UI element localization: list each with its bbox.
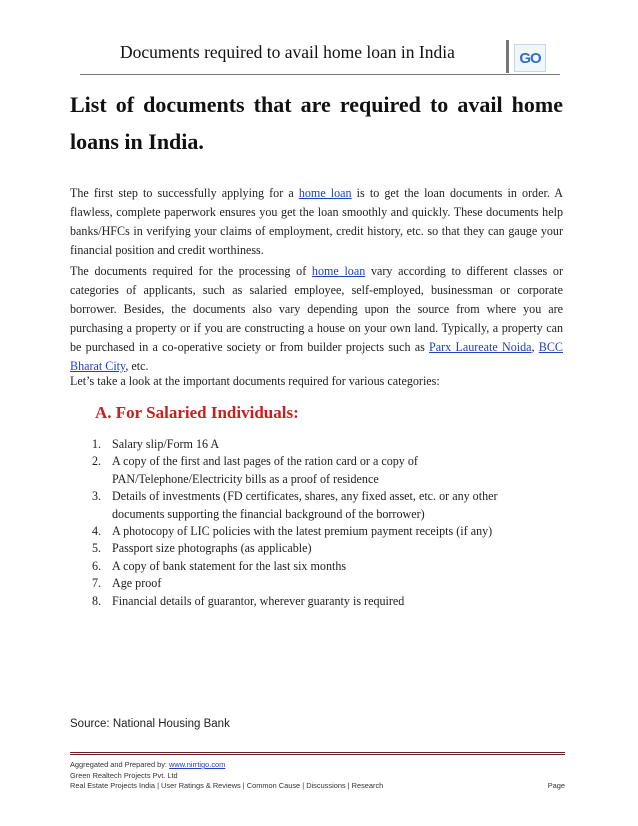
list-item bbox=[92, 523, 532, 540]
footer-prepared-line: Aggregated and Prepared by: www.nirrtigo.com bbox=[70, 760, 226, 769]
home-loan-link-2[interactable]: home loan bbox=[311, 264, 366, 278]
list-item-text: Financial details of guarantor, wherever guaranty is required bbox=[112, 593, 405, 608]
nirrtigo-website-link[interactable]: www.nirrtigo.com bbox=[169, 760, 226, 769]
page-footer bbox=[70, 760, 565, 792]
list-item bbox=[92, 453, 532, 488]
list-item-text: A photocopy of LIC policies with the latest premium payment receipts (if any) bbox=[112, 524, 493, 539]
go-logo-icon: GO bbox=[514, 44, 546, 72]
list-item-text: Details of investments (FD certificates, shares, any fixed asset, etc. or any other documents supporting the financial background of the borrower) bbox=[112, 489, 498, 521]
list-item-number: 1. bbox=[92, 437, 102, 451]
list-item-text: A copy of the first and last pages of the ration card or a copy of PAN/Telephone/Electricity bills as a proof of residence bbox=[112, 454, 418, 486]
list-item bbox=[92, 540, 532, 557]
footer-page-label: Page bbox=[547, 781, 565, 790]
list-item bbox=[92, 488, 532, 523]
footer-divider bbox=[70, 752, 565, 755]
list-item bbox=[92, 575, 532, 592]
list-item bbox=[92, 593, 532, 610]
header-title: Documents required to avail home loan in India bbox=[120, 42, 455, 62]
footer-tagline-row bbox=[70, 781, 565, 792]
documents-list bbox=[92, 436, 532, 610]
page-header bbox=[80, 40, 560, 75]
list-item-number: 8. bbox=[92, 593, 102, 608]
home-loan-link[interactable]: home loan bbox=[298, 186, 352, 200]
list-item-text: Salary slip/Form 16 A bbox=[112, 437, 220, 451]
footer-company: Green Realtech Projects Pvt. Ltd bbox=[70, 770, 178, 780]
footer-tagline: Real Estate Projects India | User Ratings & Reviews | Common Cause | Discussions | Research bbox=[70, 781, 384, 790]
list-item-text: Age proof bbox=[112, 576, 162, 591]
list-item-number: 4. bbox=[92, 524, 102, 539]
list-item-number: 6. bbox=[92, 558, 102, 573]
section-heading: A. For Salaried Individuals: bbox=[95, 403, 299, 422]
page-title: List of documents that are required to avail home loans in India. bbox=[70, 92, 563, 154]
documents-paragraph: The documents required for the processing of home loan vary according to different classes or categories of applicants, such as salaried employee, self-employed, businessman or corporate borrower. Besides, the documents also vary depending upon the source from where you are purchasing a property or if you are constructing a house on your own land. Typically, a property can be purchased in a co-operative society or from builder projects such as Parx Laureate Noida, BCC Bharat City, etc. bbox=[70, 264, 563, 373]
list-item-text: A copy of bank statement for the last six months bbox=[112, 558, 347, 573]
parx-laureate-noida-link[interactable]: Parx Laureate Noida bbox=[429, 340, 532, 354]
list-item-number: 2. bbox=[92, 454, 102, 469]
header-divider bbox=[506, 40, 509, 73]
list-item-number: 7. bbox=[92, 576, 102, 591]
list-item bbox=[92, 436, 532, 453]
list-item-number: 3. bbox=[92, 489, 102, 504]
list-item-number: 5. bbox=[92, 541, 102, 556]
list-item-text: Passport size photographs (as applicable) bbox=[112, 541, 312, 556]
intro-paragraph: The first step to successfully applying for a home loan is to get the loan documents in order. A flawless, complete paperwork ensures you get the loan smoothly and quickly. These documents help banks/HFCs in verifying your claims of employment, credit history, etc. so that they can gauge your financial position and credit worthiness. bbox=[70, 186, 563, 257]
categories-intro: Let’s take a look at the important documents required for various categories: bbox=[70, 374, 440, 388]
source-note: Source: National Housing Bank bbox=[70, 718, 230, 730]
bcc-bharat-city-link[interactable]: BCC Bharat City bbox=[70, 340, 563, 373]
list-item bbox=[92, 558, 532, 575]
